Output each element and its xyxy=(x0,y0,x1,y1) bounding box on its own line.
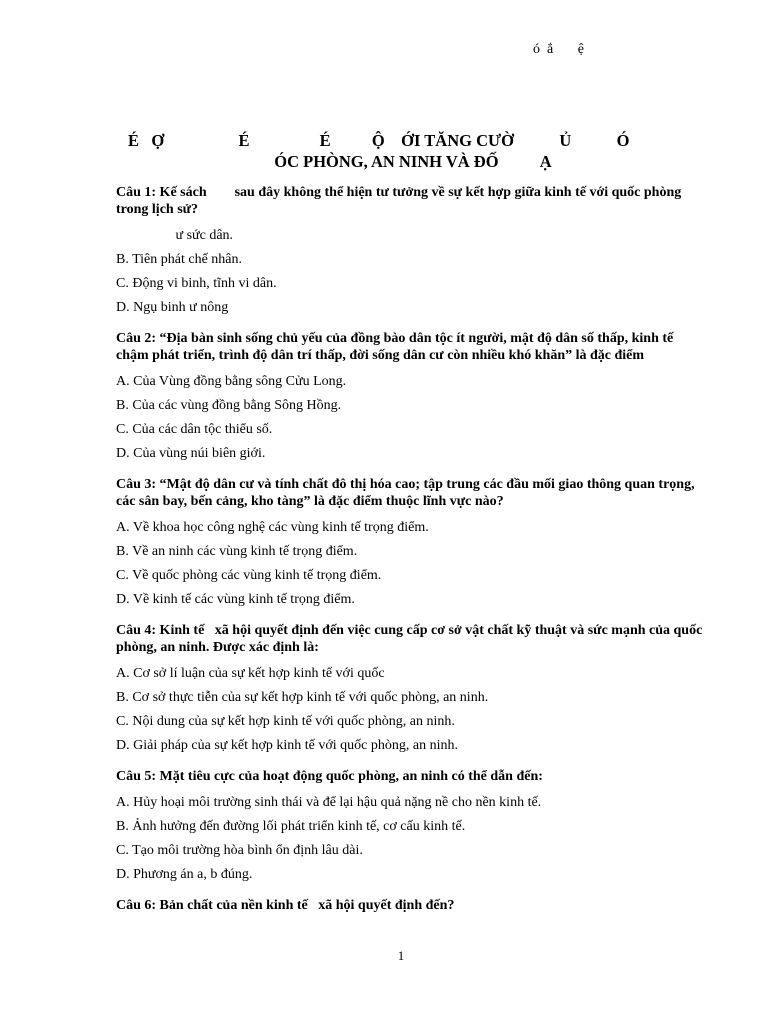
answer-option: A. Của Vùng đồng bằng sông Cửu Long. xyxy=(116,374,347,389)
answer-option: A. Cơ sở lí luận của sự kết hợp kinh tế với quốc xyxy=(116,666,385,681)
question-2 xyxy=(116,330,708,462)
question-5 xyxy=(116,768,708,883)
answer-option: B. Tiên phát chế nhân. xyxy=(116,252,242,267)
answer-option: B. Ảnh hưởng đến đường lối phát triển kinh tế, cơ cấu kinh tế. xyxy=(116,819,466,834)
answer-option: C. Tạo môi trường hòa bình ổn định lâu dài. xyxy=(116,843,363,858)
answer-option: C. Động vi binh, tĩnh vi dân. xyxy=(116,276,277,291)
answer-option: A. Hủy hoại môi trường sinh thái và để lại hậu quả nặng nề cho nền kinh tế. xyxy=(116,795,542,810)
question-text: Câu 2: “Địa bàn sinh sống chủ yếu của đồng bào dân tộc ít người, mật độ dân số thấp, kinh tế chậm phát triển, trình độ dân trí thấp, đời sống dân cư còn nhiều khó khăn” là đặc điểm xyxy=(116,331,677,363)
question-text: Câu 1: Kế sách sau đây không thể hiện tư tưởng về sự kết hợp giữa kinh tế với quốc phòng trong lịch sử? xyxy=(116,185,685,217)
question-3 xyxy=(116,476,708,608)
header-note: ó ắ ệ xyxy=(533,42,584,57)
question-1 xyxy=(116,184,708,316)
question-text: Câu 5: Mặt tiêu cực của hoạt động quốc phòng, an ninh có thể dẫn đến: xyxy=(116,769,543,784)
answer-option: D. Phương án a, b đúng. xyxy=(116,867,253,882)
answer-option: B. Cơ sở thực tiễn của sự kết hợp kinh tế với quốc phòng, an ninh. xyxy=(116,690,489,705)
answer-option: D. Về kinh tế các vùng kinh tế trọng điểm. xyxy=(116,592,355,607)
question-text: Câu 6: Bản chất của nền kinh tế xã hội quyết định đến? xyxy=(116,898,455,913)
question-text: Câu 4: Kinh tế xã hội quyết định đến việc cung cấp cơ sở vật chất kỹ thuật và sức mạnh của quốc phòng, an ninh. Được xác định là: xyxy=(116,623,706,655)
answer-option: ư sức dân. xyxy=(116,228,234,243)
answer-option: B. Về an ninh các vùng kinh tế trọng điểm. xyxy=(116,544,358,559)
answer-option: C. Về quốc phòng các vùng kinh tế trọng điểm. xyxy=(116,568,382,583)
answer-option: D. Của vùng núi biên giới. xyxy=(116,446,266,461)
page-number: 1 xyxy=(397,948,405,963)
document-title xyxy=(116,130,710,172)
answer-option: A. Về khoa học công nghệ các vùng kinh tế trọng điểm. xyxy=(116,520,429,535)
question-text: Câu 3: “Mật độ dân cư và tính chất đô thị hóa cao; tập trung các đầu mối giao thông quan trọng, các sân bay, bến cảng, kho tàng” là đặc điểm thuộc lĩnh vực nào? xyxy=(116,477,699,509)
answer-option: B. Của các vùng đồng bằng Sông Hồng. xyxy=(116,398,342,413)
question-6 xyxy=(116,897,708,914)
title-line-1: É Ợ É É Ộ ỚI TĂNG CƯỜ Ủ Ó xyxy=(128,131,630,150)
answer-option: C. Của các dân tộc thiểu số. xyxy=(116,422,273,437)
answer-option: D. Giải pháp của sự kết hợp kinh tế với quốc phòng, an ninh. xyxy=(116,738,459,753)
answer-option: C. Nội dung của sự kết hợp kinh tế với quốc phòng, an ninh. xyxy=(116,714,455,729)
question-4 xyxy=(116,622,708,754)
title-line-2: ÓC PHÒNG, AN NINH VÀ ĐỐ Ạ xyxy=(274,152,552,171)
answer-option: D. Ngụ binh ư nông xyxy=(116,300,229,315)
question-list xyxy=(116,184,708,923)
